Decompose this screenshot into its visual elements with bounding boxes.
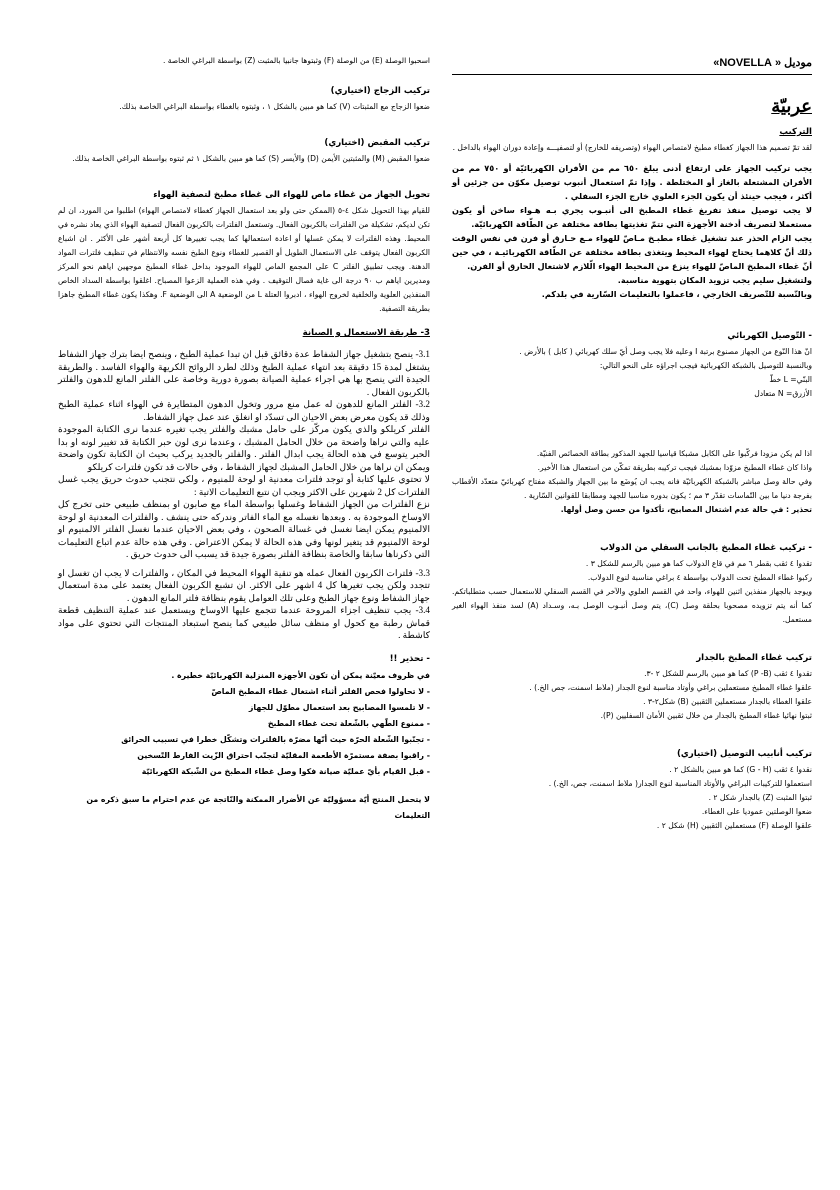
- warning-item: - راقبوا بصفة مستمرّة الأطعمة المقليّة لتجنّب احتراق الزّيت الفارط التّسخين: [137, 750, 430, 760]
- install-intro: لقد تمّ تصميم هذا الجهاز كغطاء مطبخ لامتصاص الهواء (وتصريفه للخارج) أو لتصفيـــه وإعادة دوران الهواء بالداخل .: [452, 143, 812, 152]
- usage-title: 3- طريقة الاستعمال و الصيانة: [302, 328, 430, 338]
- conversion-text: للقيام بهذا التحويل شكل ٤-٥ (الممكن حتى ولو بعد استعمال الجهاز كغطاء لامتصاص الهواء) اطلبوا من المورد، ان لم تكن لديكم، تشكيلة من الفلترات بالكربون الفعال. وتستعمل الفلترات بالكربون الفعال لتصفية الهواء الذي يعاد نشره في المحيط. وهذه الفلترات لا يمكن غسلها أو اعادة استعمالها كما يجب تغييرها كل أربعة أشهر على الأكثر . ان اشباع الكربون الفعال يتوقف على الاستعمال الطويل أو القصير للغطاء ونوع الطبخ نفسه والانتظام في تنظيف فلترات المواد الدهنة. ويجب تطبيق الفلتر C على المجمع الماص للهواء الموجود بداخل غطاء المطبخ موجهين اياهم نحو المركز ومديرين اياهم ب ٩٠ درجة الى غاية فصال التوقيف . وفي هذه العملية الزعوا المصباح. اغلقوا بواسطة السداد الخاص المنفذين العلوية والخلفية لخروج الهواء ، ادبروا العتلة L من الوضعية A الى الوضعية F. وهكذا يكون غطاء المطبخ جاهزا بطريقة التصفية.: [58, 206, 430, 313]
- disclaimer: لا يتحمل المنتج أيّة مسؤوليّة عن الأضرار الممكنة والنّاتجة عن عدم احترام ما سبق ذكره من التعليمات: [86, 794, 430, 820]
- model-title: موديل « NOVELLA»: [713, 57, 812, 69]
- rule-height: يجب تركيب الجهاز على ارتفاع أدنى يبلغ ٦٥٠ مم من الأفران الكهربائيّة أو ٧٥٠ مم من الأفران المشتعلة بالغاز أو المختلطة . وإذا تمّ استعمال أنبوب توصيل مكوّن من جزئين أو أكثر ، فيجب حينئذ أن يكون الجزء العلوي خارج الجزء السفلي .: [452, 163, 812, 201]
- electric-warning: تحذير : في حالة عدم اشتغال المصابيح، تأكدوا من حسن وصل أولها.: [560, 505, 812, 514]
- conversion-title: تحويل الجهاز من غطاء ماص للهواء الى غطاء مطبخ لتصفية الهواء: [153, 190, 430, 200]
- electric-line: وبالنسبة للتوصيل بالشبكة الكهربائية فيجب اجراؤه على النحو التالي:: [599, 361, 812, 370]
- language-heading: عربيّة: [771, 96, 812, 116]
- wall-line: تقدوا ٤ ثقب (P -B) كما هو مبين بالرسم للشكل ٢ -٣.: [644, 669, 812, 678]
- electric-line: البنّي= L خطّ: [769, 375, 812, 384]
- install-title: التركيب: [779, 127, 812, 137]
- cabinet-title: - تركيب غطاء المطبخ بالجانب السفلي من الدولاب: [600, 543, 812, 553]
- usage-paragraph: 3.4- يجب تنظيف اجزاء المروحة عندما تتجمع عليها الاوساخ ويستعمل عند عملية التنظيف قطعة قماش رطبة مع كحول او منظف سائل طبيعي كما ينصح استبعاد المنتجات التي تحتوي على مواد كاشطة .: [58, 605, 430, 640]
- header-note: اسحبوا الوصلة (E) من الوصلة (F) وثبتوها جانبيا بالمثبت (Z) بواسطة البراغي الخاصة .: [162, 56, 430, 65]
- wall-title: تركيب غطاء المطبخ بالجدار: [696, 653, 812, 663]
- rule-local-regulations: وبالنّسبة للتّصريف الخارجي ، فاعملوا بالتعليمات السّارية في بلدكم.: [541, 289, 812, 299]
- warning-item: - ممنوع الطّهي بالشّعلة تحت غطاء المطبخ: [267, 718, 430, 728]
- left-column: [58, 86, 430, 824]
- usage-paragraph: نزع الفلترات من الجهاز الشفاط وغسلها بواسطة الماء مع صابون او بمنظف طبيعي حتى تخرج كل الاوساخ الموجودة به . وبعدها نغسله مع الماء الفاتر وندركه حتى ينشف . والفلترات المعدنية او لوحة الالمنيوم يمكن ايضا نغسل في غسالة الصحون ، وفي بعض الاحيان عندما نغسل الفلتر الالمنيوم او لوحة الالمنيوم قد يتغير لونها وفي هذه الحالة لا يمكن الاعتراض . وفي هذه حالة عدم اتباع التعليمات التي ذكرناها سابقا والخاصة بنظافة الفلتر بصورة جيدة قد يسبب الى حدوث حريق .: [58, 499, 430, 559]
- warning-item: - تجنّبوا الشّعلة الحرّة حيث أنّها مضرّة بالفلترات وتشكّل خطرا في تسبيب الحرائق: [121, 734, 430, 744]
- electric-line: انّ هذا النّوع من الجهاز مصنوع برتبة I وعليه فلا يجب وصل أيّ سلك كهربائي ( كابل ) بالأرض .: [519, 347, 812, 356]
- rule-exhaust: لا يجب توصيل منفذ تفريغ غطاء المطبخ الى أنبـوب يجري بـه هـواء ساخن أو يكون مستعملا لتصريف أدخنة الأجهزة التي تتمّ تغذيتها بطاقة مختلفة عن الطّاقة الكهربائيّة.: [452, 205, 812, 229]
- warning-title: - تحذير !!: [389, 653, 430, 664]
- ducts-line: علقوا الوصلة (F) مستعملين الثقبين (H) شكل ٢ .: [656, 821, 812, 830]
- usage-paragraph: الفلتر كريلكو والذي يكون مركّز على حامل مشبك والفلتر يجب تغيره عندما نرى الكتابة الموجودة عليه والتي نراها واضحة من خلال الحامل المشبك ، وعندما نرى لون حبر الكتابة قد تغيير لونه او بدا الحبر يتوسع في هذه الحالة يجب ابدال الفلتر . والفلتر بالجديد يركب بحيث ان الكتابة تكون واضحة ويمكن ان نراها من خلال الحامل المشبك لجهاز الشفاط ، وفي حالات قد تكون فلترات كريلكو: [58, 424, 430, 472]
- electric-note: اذا لم يكن مزودا فركّبوا على الكابل مشبكا قياسيا للجهد المذكور بطاقة الخصائص الفنيّة.: [536, 449, 812, 458]
- glass-text: ضعوا الزجاج مع المثبتات (V) كما هو مبين بالشكل ١ ، وثبتوه بالغطاء بواسطة البراغي الخاصة بذلك.: [119, 102, 430, 111]
- usage-paragraph: 3.1- ينصح بتشغيل جهاز الشفاط عدة دقائق قبل ان تبدا عملية الطبخ ، وينصح ايضا بترك جهاز الشفاط يشتغل لمدة 15 دقيقة بعد انتهاء عملية الطبخ وذلك لطرد الروائح الكريهة والهواء الفاسد . والطريقة الجيدة التي ينصح بها هي اجراء عملية الصيانة بصورة دورية وخاصة على الفلتر المانع للدهون والفلتر بالكربون الفعال .: [58, 349, 430, 397]
- cabinet-line: ركبوا غطاء المطبخ تحت الدولاب بواسطة ٤ براغي مناسبة لنوع الدولاب.: [587, 573, 812, 582]
- ducts-line: ضعوا الوصلتين عموديا على الغطاء.: [701, 807, 812, 816]
- wall-line: ثبتوا نهائيا غطاء المطبخ بالجدار من خلال ثقبين الأمان السفليين (P).: [600, 711, 812, 720]
- warning-item: - قبل القيام بأيّ عمليّة صيانة فكوا وصل غطاء المطبخ من الشّبكة الكهربائيّة: [141, 766, 430, 776]
- warning-lead: في ظروف معيّنة يمكن أن تكون الأجهزة المنزلية الكهربائيّة خطيرة .: [171, 670, 430, 680]
- header-divider: [452, 74, 812, 75]
- wall-line: علقوا غطاء المطبخ مستعملين براغي وأوتاد مناسبة لنوع الجدار (ملاط اسمنت، جص الخ.) .: [529, 683, 812, 692]
- rule-caution: يجب الزام الحذر عند تشغيل غطاء مطبـخ مـاصّ للهواء مـع حـارق أو فرن في نفس الوقت ذلك أنّ كلاهما يحتاج لهواء المحيط ويتغذى بطاقة مختلفة عن الطّاقة الكهربائيـة ، في حين أنّ غطاء المطبخ الماصّ للهواء ينزع من المحيط الهواء الّلازم لاشتعال الحارق أو الفرن.: [452, 233, 812, 271]
- usage-paragraph: 3.2- الفلتر المانع للدهون له عمل منع مرور وتخول الدهون المتطايرة في الهواء اثناء عملية الطبخ وذلك قد يكون معرض بعض الاحيان الى تسدّد او انغلق عند عمل جهاز الشفاط.: [58, 399, 430, 422]
- warning-item: - لا تحاولوا فحص الفلتر أثناء اشتغال غطاء المطبخ الماصّ: [211, 686, 430, 696]
- glass-title: تركيب الزجاج (اختياري): [330, 86, 430, 96]
- cabinet-line: ويوجد بالجهاز منفذين اثنين للهواء، واحد في القسم العلوي والآخر في القسم السفلي للاستعمال حسب متطلباتكم. كما أنه يتم تزويده مصحوبا بحلقة وصل (C)، يتم وصل أنبـوب الوصل بـه، وسـداد (A) لسد منفذ الهواء الغير مستعمل.: [452, 587, 812, 624]
- handle-text: ضعوا المقبض (M) والمثبتين الأيمن (D) والأيسر (S) كما هو مبين بالشكل ١ ثم ثبتوه بواسطة البراغي الخاصة بذلك.: [72, 154, 430, 163]
- cabinet-line: تقدوا ٤ ثقب بقطر ٦ مم في قاع الدولاب كما هو مبين بالرسم للشكل ٣ .: [585, 559, 812, 568]
- ducts-title: تركيب أنابيب التوصيل (اختياري): [677, 749, 812, 759]
- electric-title: - التّوصيل الكهربائي: [727, 331, 812, 341]
- ducts-line: استعملوا للتركيبات البراغي والأوتاد المناسبة لنوع الجدار( ملاط اسمنت، جص، الخ.) .: [548, 779, 812, 788]
- warning-item: - لا تلمسوا المصابيح بعد استعمال مطوّل للجهاز: [248, 702, 430, 712]
- right-column: [452, 86, 812, 833]
- rule-ventilation: ولتشغيل سليم يجب تزويد المكان بتهوية مناسبة.: [617, 275, 812, 285]
- electric-line: الأزرق= N متعادل: [754, 389, 812, 398]
- ducts-line: نقدوا ٤ ثقب (G - H) كما هو مبين بالشكل ٢ .: [669, 765, 812, 774]
- wall-line: علقوا الغطاء بالجدار مستعملين الثقبين (B) شكل٢-٣ .: [643, 697, 812, 706]
- electric-note: واذا كان غطاء المطبخ مزوّدا بمشبك فيجب تركيبه بطريقة تمكّن من استعمال هذا الأخير.: [537, 463, 812, 472]
- usage-paragraph: 3.3- فلترات الكربون الفعال عمله هو تنقية الهواء المحيط في المكان ، والفلترات لا يجب ان تغسل او تتجدد ولكن يجب تغيرها كل 4 اشهر على الاكثر. ان تشبع الكربون الفعال يعتمد على مدة استعمال جهاز الشفاط ونوع جهاز الطبخ وعلى تلك العوامل يقوم بنظافة فلتر المانع الدهون .: [58, 567, 431, 603]
- ducts-line: ثبتوا المثبت (Z) بالجدار شكل ٢ .: [708, 793, 812, 802]
- usage-paragraph: لا تحتوي عليها كتابة أو توجد فلترات معدنية او لوحة للمنيوم ، ولكي نتجنب حدوث حريق يجب غسل الفلترات كل 2 شهرين على الاكثر ويجب ان نتبع التعليمات الاتية :: [58, 474, 430, 497]
- handle-title: تركيب المقبض (اختياري): [324, 138, 430, 148]
- electric-note: وفي حالة وصل مباشر بالشبكة الكهربائيّة فانه يجب ان يُوضَع ما بين الجهاز والشبكة مفتاح كهربائيّ متعدّد الأقطاب بفرجة دنيا ما بين التّماسات تقدّر ٣ مم ؛ يكون بدوره مناسبا للجهد ومطابقا للقوانين السّارية .: [452, 477, 812, 500]
